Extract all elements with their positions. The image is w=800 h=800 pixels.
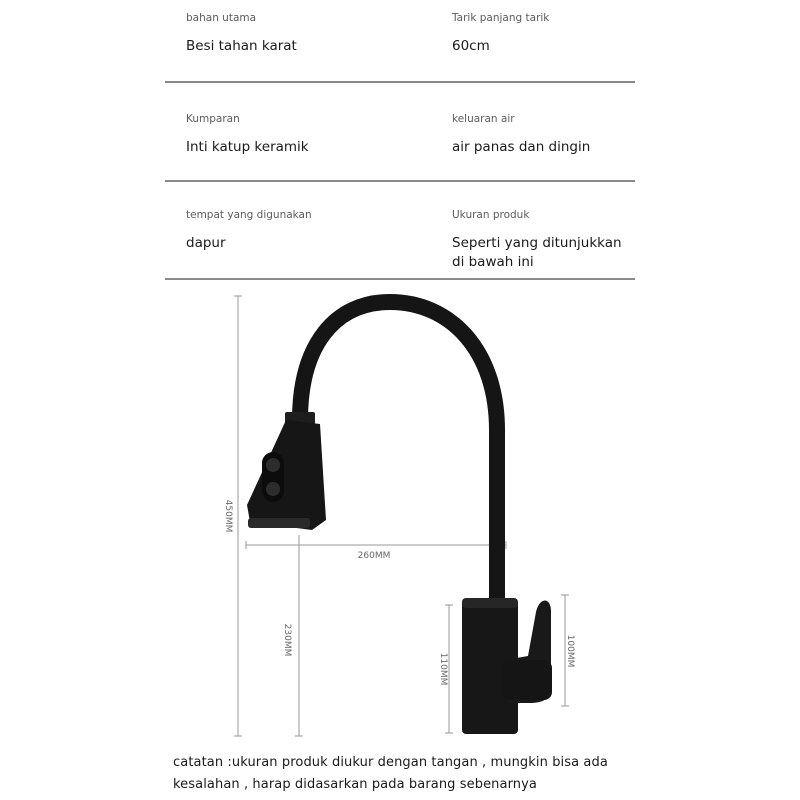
dimension-label-handle: 100MM bbox=[565, 634, 575, 668]
dimension-label-base: 110MM bbox=[438, 652, 448, 686]
spec-value-line: di bawah ini bbox=[452, 254, 534, 270]
spec-table bbox=[165, 0, 635, 280]
disclaimer-note bbox=[173, 752, 653, 796]
note-line: kesalahan , harap didasarkan pada barang sebenarnya bbox=[173, 777, 537, 792]
spec-label: tempat yang digunakan bbox=[186, 209, 312, 221]
spec-label: Tarik panjang tarik bbox=[452, 12, 550, 24]
dimension-label-reach: 260MM bbox=[357, 551, 391, 561]
spec-value: air panas dan dingin bbox=[452, 139, 591, 155]
spec-value: dapur bbox=[186, 235, 226, 251]
spec-value: Inti katup keramik bbox=[186, 139, 309, 155]
spec-label: Kumparan bbox=[186, 113, 240, 125]
spec-row bbox=[165, 83, 635, 182]
spec-label: bahan utama bbox=[186, 12, 257, 24]
faucet-spout bbox=[300, 302, 497, 612]
dimension-label-height: 450MM bbox=[223, 499, 233, 533]
spray-head bbox=[247, 420, 326, 530]
spec-row bbox=[165, 0, 635, 83]
note-line: catatan :ukuran produk diukur dengan tangan , mungkin bisa ada bbox=[173, 755, 608, 770]
spec-row bbox=[165, 182, 635, 280]
faucet-dimension-figure bbox=[0, 280, 800, 750]
spec-value bbox=[452, 234, 622, 272]
spec-label: Ukuran produk bbox=[452, 209, 530, 221]
faucet-illustration bbox=[247, 302, 552, 734]
spec-value: Besi tahan karat bbox=[186, 38, 297, 54]
spec-label: keluaran air bbox=[452, 113, 515, 125]
spec-value-line: Seperti yang ditunjukkan bbox=[452, 235, 622, 251]
dimension-label-clearance: 230MM bbox=[282, 623, 292, 657]
spec-value: 60cm bbox=[452, 38, 490, 54]
